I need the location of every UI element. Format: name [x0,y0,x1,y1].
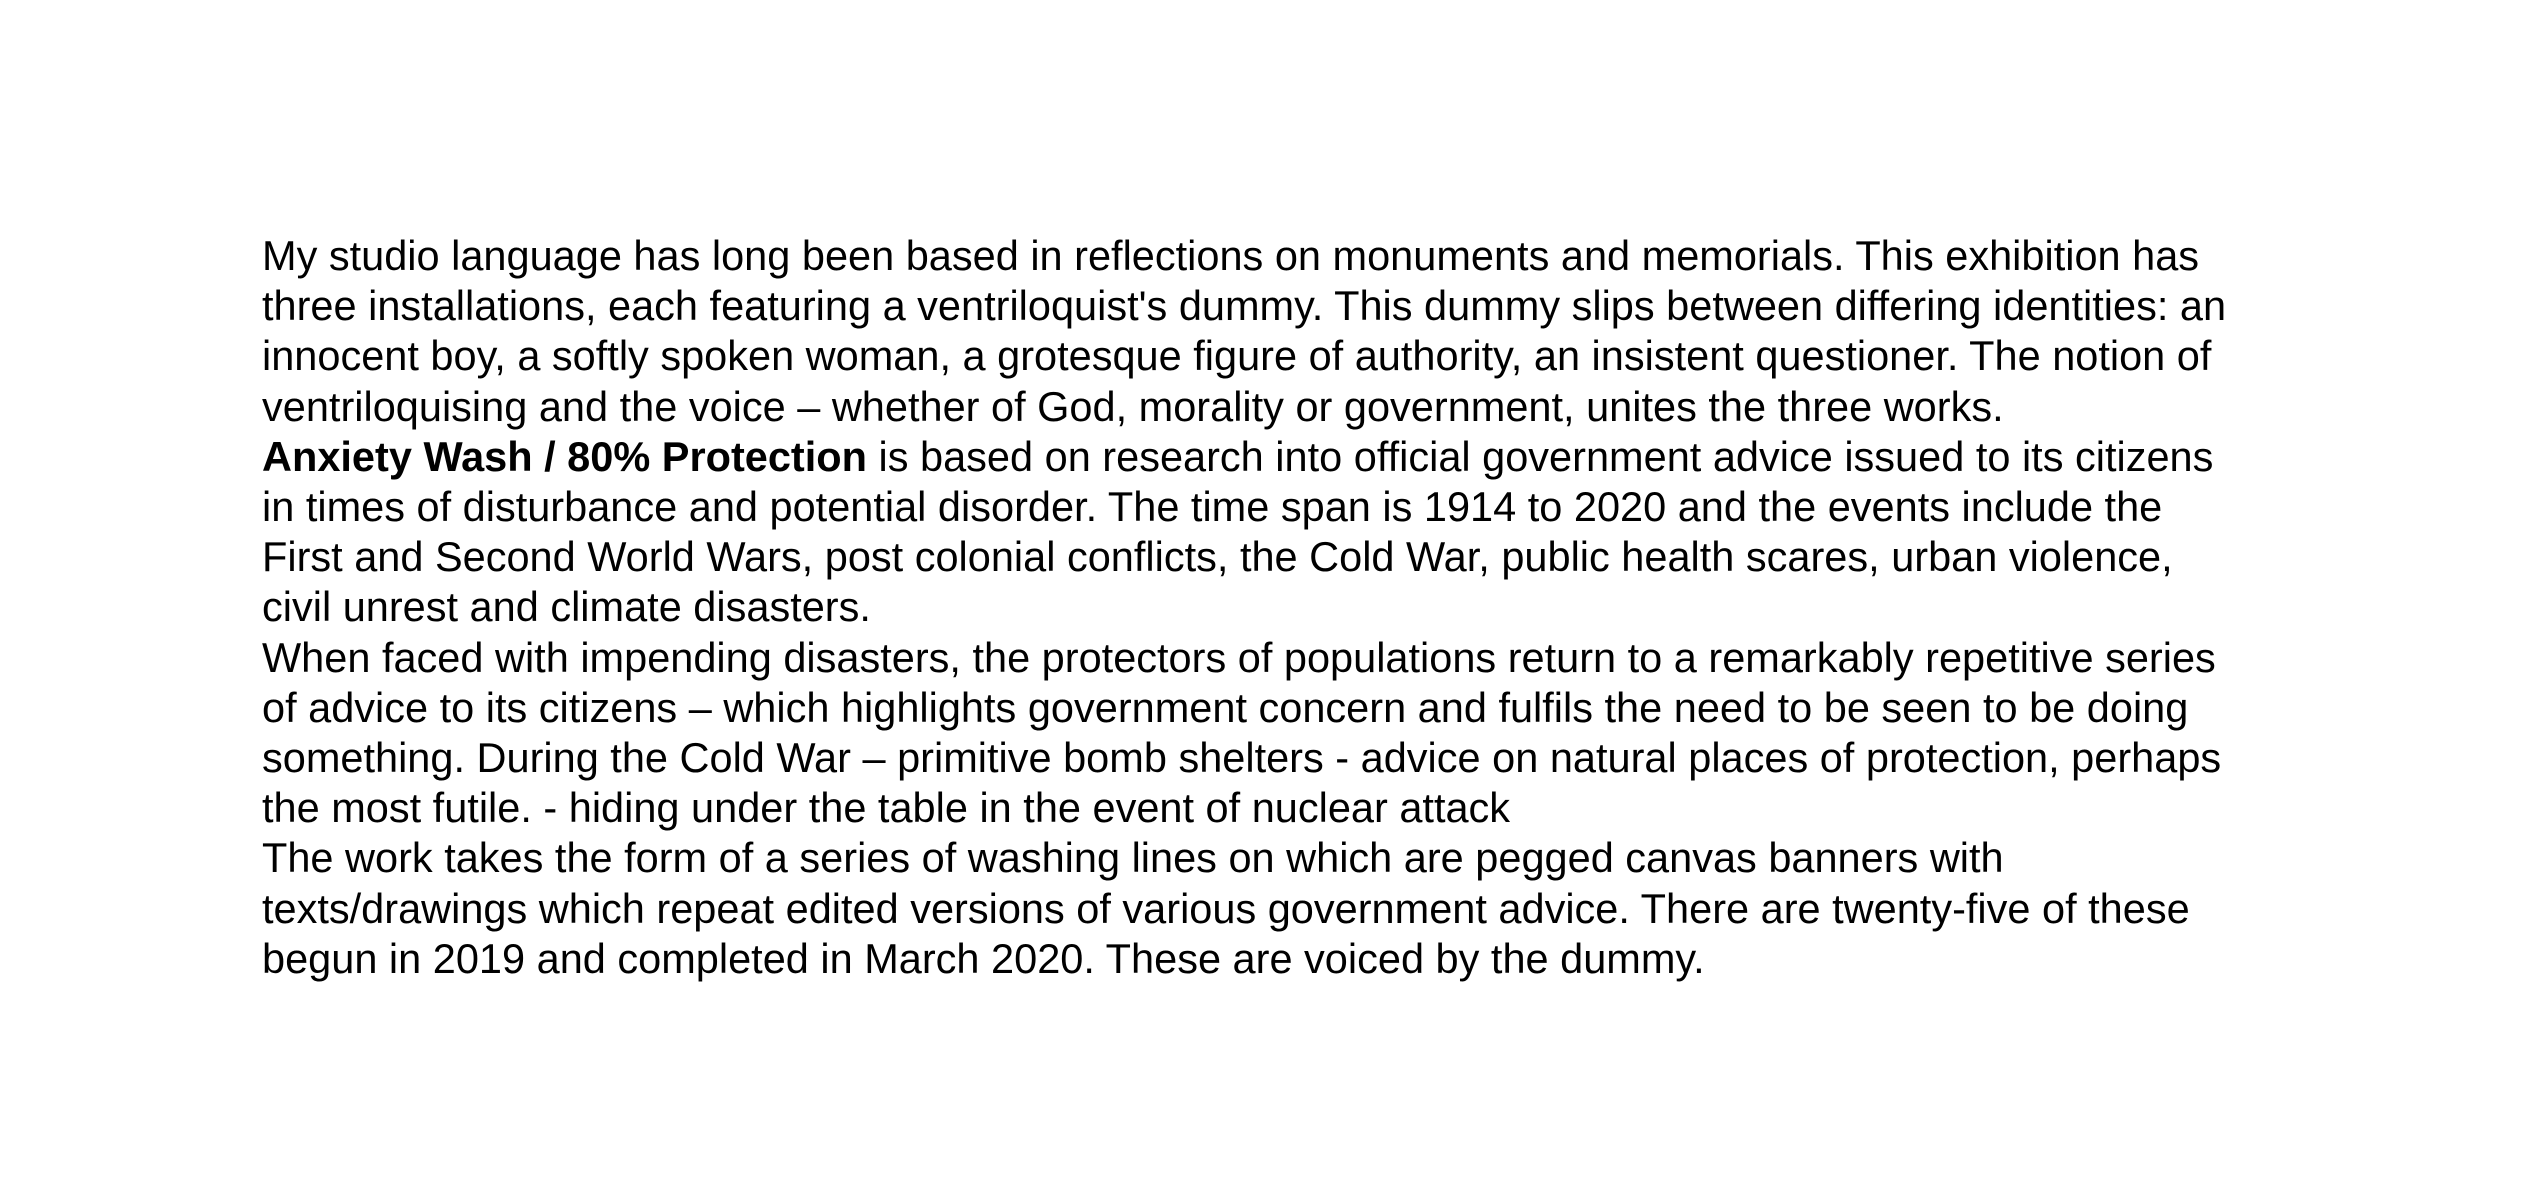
text-line: civil unrest and climate disasters. [262,583,871,631]
text-line: in times of disturbance and potential disorder. The time span is 1914 to 2020 and the events include the [262,483,2163,531]
work-title: Anxiety Wash / 80% Protection [262,432,867,480]
paragraph-anxiety-wash [262,432,2262,633]
text-line: texts/drawings which repeat edited versions of various government advice. There are twenty-five of these [262,884,2190,932]
paragraph-intro [262,231,2262,432]
statement-text [262,231,2262,984]
text-line: ventriloquising and the voice – whether of God, morality or government, unites the three works. [262,382,2004,430]
text-line: the most futile. - hiding under the table in the event of nuclear attack [262,784,1511,832]
text-line [262,432,2262,482]
text-line: When faced with impending disasters, the protectors of populations return to a remarkably repetitive series [262,633,2216,681]
text-line: The work takes the form of a series of washing lines on which are pegged canvas banners with [262,834,2004,882]
text-fragment: is based on research into official government advice issued to its citizens [866,432,2214,480]
text-line: three installations, each featuring a ventriloquist's dummy. This dummy slips between differing identities: an [262,282,2227,330]
text-line: begun in 2019 and completed in March 2020. These are voiced by the dummy. [262,934,1705,982]
text-line: innocent boy, a softly spoken woman, a grotesque figure of authority, an insistent questioner. The notion of [262,332,2212,380]
text-line: First and Second World Wars, post colonial conflicts, the Cold War, public health scares, urban violence, [262,533,2173,581]
paragraph-disasters [262,633,2262,834]
paragraph-washing-lines [262,833,2262,984]
text-line: something. During the Cold War – primitive bomb shelters - advice on natural places of protection, perhaps [262,734,2222,782]
text-line: My studio language has long been based in reflections on monuments and memorials. This exhibition has [262,232,2200,279]
text-line: of advice to its citizens – which highlights government concern and fulfils the need to be seen to be doing [262,683,2189,731]
